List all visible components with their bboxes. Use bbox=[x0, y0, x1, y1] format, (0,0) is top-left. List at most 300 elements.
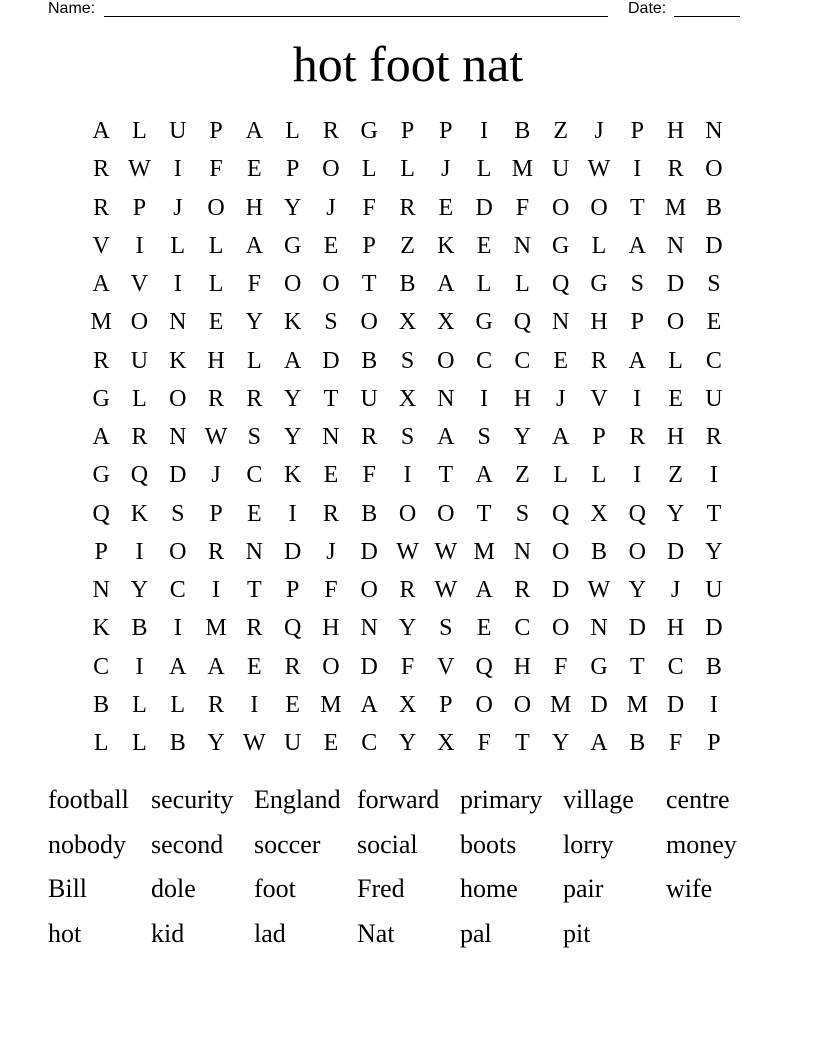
grid-cell: I bbox=[633, 156, 642, 183]
grid-cell: O bbox=[590, 194, 608, 221]
grid-cell: H bbox=[513, 385, 532, 412]
grid-cell: U bbox=[360, 385, 378, 412]
grid-cell: P bbox=[630, 118, 644, 144]
grid-cell: S bbox=[400, 347, 415, 374]
word-list-item: Bill bbox=[48, 874, 88, 903]
grid-cell: H bbox=[513, 653, 532, 680]
grid-cell: C bbox=[667, 653, 684, 680]
word-list-item: Nat bbox=[357, 918, 395, 948]
grid-cell: O bbox=[169, 538, 187, 565]
grid-cell: M bbox=[626, 691, 648, 718]
grid-cell: S bbox=[247, 424, 262, 450]
grid-cell: P bbox=[439, 118, 453, 144]
grid-cell: A bbox=[475, 577, 493, 603]
grid-cell: P bbox=[439, 691, 453, 718]
grid-cell: I bbox=[173, 156, 182, 183]
grid-cell: N bbox=[705, 118, 723, 144]
grid-cell: O bbox=[322, 653, 340, 680]
grid-cell: E bbox=[438, 194, 454, 221]
word-list-item: forward bbox=[357, 785, 440, 814]
grid-cell: D bbox=[360, 538, 378, 565]
grid-cell: O bbox=[552, 615, 570, 642]
grid-cell: Y bbox=[705, 538, 723, 565]
word-list-item: pair bbox=[563, 874, 604, 903]
grid-cell: R bbox=[629, 424, 646, 450]
grid-cell: A bbox=[92, 118, 110, 144]
grid-cell: G bbox=[475, 309, 493, 336]
grid-cell: Y bbox=[398, 615, 417, 642]
grid-cell: E bbox=[247, 156, 262, 183]
grid-cell: U bbox=[283, 730, 302, 756]
grid-cell: T bbox=[706, 500, 722, 527]
grid-cell: J bbox=[326, 538, 336, 565]
grid-cell: G bbox=[92, 462, 110, 489]
word-list-item: Fred bbox=[357, 874, 405, 903]
grid-cell: O bbox=[513, 691, 532, 718]
grid-cell: Q bbox=[513, 309, 532, 336]
grid-cell: E bbox=[247, 500, 262, 527]
grid-cell: O bbox=[322, 156, 340, 183]
grid-cell: N bbox=[552, 309, 570, 336]
grid-cell: S bbox=[515, 500, 530, 527]
grid-cell: I bbox=[480, 385, 489, 412]
grid-cell: G bbox=[590, 271, 608, 297]
grid-cell: P bbox=[707, 730, 721, 756]
word-list-item: money bbox=[666, 829, 737, 859]
grid-cell: V bbox=[130, 271, 149, 297]
grid-cell: O bbox=[552, 194, 570, 221]
grid-cell: K bbox=[437, 232, 455, 259]
grid-cell: E bbox=[706, 309, 722, 336]
grid-cell: N bbox=[513, 232, 532, 259]
grid-cell: L bbox=[515, 271, 530, 297]
grid-cell: D bbox=[475, 194, 493, 221]
grid-cell: X bbox=[398, 691, 417, 718]
grid-cell: F bbox=[362, 462, 376, 489]
grid-cell: F bbox=[362, 194, 376, 221]
grid-cell: A bbox=[552, 424, 570, 450]
word-list-item: foot bbox=[254, 874, 296, 903]
grid-cell: D bbox=[169, 462, 187, 489]
grid-cell: P bbox=[94, 538, 108, 565]
grid-cell: R bbox=[208, 691, 225, 718]
grid-cell: V bbox=[437, 653, 455, 680]
grid-cell: H bbox=[207, 347, 225, 374]
grid-cell: P bbox=[630, 309, 644, 336]
grid-cell: R bbox=[399, 194, 416, 221]
grid-cell: E bbox=[247, 653, 262, 680]
grid-cell: R bbox=[399, 577, 416, 603]
word-list-item: wife bbox=[666, 874, 713, 903]
grid-cell: S bbox=[707, 271, 721, 297]
grid-cell: A bbox=[92, 424, 110, 450]
grid-cell: N bbox=[360, 615, 378, 642]
grid-cell: I bbox=[250, 691, 259, 718]
grid-cell: B bbox=[705, 194, 722, 221]
grid-cell: L bbox=[476, 271, 492, 297]
grid-cell: I bbox=[135, 538, 144, 565]
grid-cell: V bbox=[92, 232, 110, 259]
grid-cell: L bbox=[93, 730, 109, 756]
grid-cell: L bbox=[476, 156, 492, 183]
grid-cell: K bbox=[283, 462, 302, 489]
grid-cell: O bbox=[130, 309, 149, 336]
grid-cell: R bbox=[93, 194, 110, 221]
grid-cell: F bbox=[247, 271, 262, 297]
grid-cell: J bbox=[556, 385, 566, 412]
grid-cell: N bbox=[322, 424, 340, 450]
grid-cell: C bbox=[514, 347, 531, 374]
grid-cell: G bbox=[590, 653, 608, 680]
grid-cell: O bbox=[705, 156, 723, 183]
grid-cell: G bbox=[360, 118, 378, 144]
grid-cell: T bbox=[438, 462, 454, 489]
grid-cell: F bbox=[668, 730, 683, 756]
grid-cell: F bbox=[554, 653, 568, 680]
grid-cell: Z bbox=[400, 232, 415, 259]
grid-cell: D bbox=[666, 538, 685, 565]
grid-cell: E bbox=[285, 691, 300, 718]
grid-cell: O bbox=[628, 538, 646, 565]
grid-cell: M bbox=[90, 309, 112, 336]
grid-cell: B bbox=[514, 118, 531, 144]
grid-cell: Q bbox=[130, 462, 149, 489]
word-list bbox=[48, 778, 768, 956]
grid-cell: N bbox=[92, 577, 110, 603]
word-list-item: primary bbox=[460, 785, 543, 814]
grid-cell: P bbox=[400, 118, 415, 144]
grid-cell: T bbox=[629, 194, 645, 221]
grid-cell: E bbox=[668, 385, 683, 412]
grid-cell: U bbox=[130, 347, 149, 374]
grid-cell: Y bbox=[666, 500, 685, 527]
grid-cell: C bbox=[705, 347, 722, 374]
grid-cell: E bbox=[476, 615, 492, 642]
grid-cell: A bbox=[590, 730, 608, 756]
grid-cell: B bbox=[361, 500, 378, 527]
grid-cell: W bbox=[396, 538, 419, 565]
grid-cell: S bbox=[439, 615, 453, 642]
grid-cell: R bbox=[284, 653, 301, 680]
grid-cell: I bbox=[173, 615, 182, 642]
grid-cell: B bbox=[169, 730, 186, 756]
grid-cell: W bbox=[434, 538, 458, 565]
grid-cell: D bbox=[360, 653, 378, 680]
grid-cell: L bbox=[400, 156, 415, 183]
grid-cell: R bbox=[246, 615, 263, 642]
grid-cell: B bbox=[705, 653, 722, 680]
grid-cell: Q bbox=[92, 500, 110, 527]
grid-cell: Q bbox=[552, 500, 570, 527]
grid-cell: M bbox=[205, 615, 227, 642]
grid-cell: I bbox=[709, 691, 718, 718]
grid-cell: H bbox=[245, 194, 263, 221]
grid-cell: N bbox=[437, 385, 455, 412]
grid-cell: O bbox=[475, 691, 493, 718]
grid-cell: A bbox=[628, 347, 646, 374]
word-list-item: football bbox=[48, 785, 129, 814]
grid-cell: E bbox=[323, 232, 339, 259]
grid-cell: F bbox=[324, 577, 338, 603]
grid-cell: B bbox=[361, 347, 378, 374]
grid-cell: U bbox=[705, 577, 723, 603]
word-list-item: hot bbox=[48, 918, 82, 948]
name-label: Name: bbox=[48, 0, 96, 17]
grid-cell: E bbox=[323, 730, 339, 756]
grid-cell: I bbox=[288, 500, 297, 527]
grid-cell: D bbox=[666, 691, 685, 718]
grid-cell: S bbox=[477, 424, 491, 450]
grid-cell: G bbox=[552, 232, 570, 259]
grid-cell: P bbox=[209, 500, 223, 527]
grid-cell: M bbox=[550, 691, 572, 718]
grid-cell: K bbox=[130, 500, 149, 527]
letter-grid bbox=[82, 112, 734, 762]
grid-cell: E bbox=[208, 309, 224, 336]
grid-cell: E bbox=[553, 347, 569, 374]
grid-cell: C bbox=[93, 653, 110, 680]
grid-cell: V bbox=[590, 385, 608, 412]
page-title: hot foot nat bbox=[292, 36, 524, 92]
word-list-item: security bbox=[151, 785, 234, 814]
grid-cell: O bbox=[207, 194, 225, 221]
grid-cell: O bbox=[169, 385, 187, 412]
grid-cell: U bbox=[705, 385, 723, 412]
name-blank-line[interactable] bbox=[104, 0, 608, 17]
grid-cell: J bbox=[173, 194, 183, 221]
grid-cell: E bbox=[323, 462, 339, 489]
grid-cell: B bbox=[93, 691, 110, 718]
grid-cell: R bbox=[322, 118, 339, 144]
grid-cell: C bbox=[169, 577, 186, 603]
grid-cell: W bbox=[587, 577, 611, 603]
grid-cell: G bbox=[92, 385, 110, 412]
grid-cell: J bbox=[594, 118, 604, 144]
grid-cell: D bbox=[590, 691, 608, 718]
grid-cell: P bbox=[132, 194, 147, 221]
word-list-item: England bbox=[254, 785, 341, 814]
grid-cell: K bbox=[169, 347, 187, 374]
grid-cell: F bbox=[400, 653, 415, 680]
grid-cell: M bbox=[320, 691, 342, 718]
grid-cell: L bbox=[285, 118, 300, 144]
grid-cell: L bbox=[170, 232, 186, 259]
word-list-item: dole bbox=[151, 874, 196, 903]
grid-cell: P bbox=[592, 424, 606, 450]
grid-cell: L bbox=[361, 156, 377, 183]
grid-cell: O bbox=[437, 500, 455, 527]
grid-cell: H bbox=[666, 424, 685, 450]
grid-cell: K bbox=[92, 615, 110, 642]
date-label: Date: bbox=[628, 0, 667, 17]
grid-cell: W bbox=[204, 424, 228, 450]
grid-cell: I bbox=[135, 232, 144, 259]
grid-cell: W bbox=[128, 156, 151, 183]
grid-cell: X bbox=[590, 500, 608, 527]
grid-cell: W bbox=[434, 577, 458, 603]
grid-cell: W bbox=[587, 156, 611, 183]
word-list-item: home bbox=[460, 874, 518, 903]
grid-cell: A bbox=[169, 653, 187, 680]
grid-cell: K bbox=[283, 309, 302, 336]
word-list-item: pit bbox=[563, 918, 591, 948]
word-list-item: lorry bbox=[563, 829, 614, 859]
grid-cell: Q bbox=[552, 271, 570, 297]
grid-cell: Y bbox=[207, 730, 225, 756]
grid-cell: T bbox=[361, 271, 377, 297]
grid-cell: M bbox=[473, 538, 495, 565]
grid-cell: E bbox=[476, 232, 492, 259]
grid-cell: R bbox=[208, 385, 225, 412]
grid-cell: L bbox=[132, 730, 147, 756]
grid-cell: C bbox=[361, 730, 378, 756]
grid-cell: A bbox=[437, 424, 455, 450]
grid-cell: X bbox=[398, 309, 417, 336]
grid-cell: O bbox=[283, 271, 302, 297]
grid-cell: O bbox=[322, 271, 340, 297]
grid-cell: O bbox=[552, 538, 570, 565]
grid-cell: X bbox=[437, 730, 455, 756]
grid-cell: Q bbox=[628, 500, 646, 527]
word-list-item: lad bbox=[254, 918, 286, 948]
grid-cell: T bbox=[515, 730, 530, 756]
grid-cell: I bbox=[633, 462, 642, 489]
word-list-item: boots bbox=[460, 829, 517, 859]
grid-cell: H bbox=[590, 309, 608, 336]
grid-cell: R bbox=[93, 156, 110, 183]
grid-cell: X bbox=[398, 385, 417, 412]
grid-cell: J bbox=[326, 194, 336, 221]
grid-cell: O bbox=[398, 500, 417, 527]
grid-cell: R bbox=[246, 385, 263, 412]
word-list-item: pal bbox=[460, 918, 492, 948]
grid-cell: R bbox=[322, 500, 339, 527]
grid-cell: Y bbox=[130, 577, 149, 603]
grid-cell: A bbox=[475, 462, 493, 489]
grid-cell: D bbox=[705, 615, 723, 642]
grid-cell: L bbox=[170, 691, 186, 718]
grid-cell: F bbox=[477, 730, 491, 756]
grid-cell: D bbox=[705, 232, 723, 259]
word-list-item: village bbox=[563, 785, 634, 814]
grid-cell: P bbox=[285, 156, 300, 183]
grid-cell: C bbox=[246, 462, 263, 489]
grid-cell: P bbox=[285, 577, 300, 603]
grid-cell: T bbox=[247, 577, 262, 603]
grid-cell: C bbox=[476, 347, 493, 374]
header bbox=[48, 0, 748, 20]
grid-cell: I bbox=[480, 118, 489, 144]
grid-cell: Z bbox=[553, 118, 569, 144]
grid-cell: O bbox=[666, 309, 685, 336]
grid-cell: Y bbox=[283, 385, 302, 412]
grid-cell: I bbox=[135, 653, 144, 680]
grid-cell: S bbox=[171, 500, 185, 527]
word-list-item: soccer bbox=[254, 829, 321, 859]
grid-cell: S bbox=[324, 309, 338, 336]
grid-cell: Q bbox=[283, 615, 302, 642]
grid-cell: A bbox=[245, 118, 263, 144]
grid-cell: A bbox=[92, 271, 110, 297]
date-blank-line[interactable] bbox=[674, 0, 740, 17]
grid-cell: A bbox=[283, 347, 302, 374]
grid-cell: L bbox=[208, 232, 224, 259]
grid-cell: R bbox=[93, 347, 110, 374]
grid-cell: I bbox=[709, 462, 718, 489]
grid-cell: N bbox=[169, 309, 187, 336]
grid-cell: J bbox=[441, 156, 451, 183]
grid-cell: Y bbox=[398, 730, 417, 756]
grid-cell: R bbox=[514, 577, 531, 603]
grid-cell: L bbox=[132, 691, 147, 718]
grid-cell: S bbox=[630, 271, 644, 297]
grid-cell: C bbox=[514, 615, 531, 642]
grid-cell: D bbox=[552, 577, 570, 603]
grid-cell: Y bbox=[283, 194, 302, 221]
grid-cell: L bbox=[553, 462, 569, 489]
grid-cell: L bbox=[247, 347, 262, 374]
grid-cell: Q bbox=[475, 653, 493, 680]
grid-cell: I bbox=[633, 385, 642, 412]
word-list-item: second bbox=[151, 829, 224, 859]
grid-cell: L bbox=[668, 347, 683, 374]
grid-cell: L bbox=[208, 271, 224, 297]
grid-cell: M bbox=[664, 194, 687, 221]
grid-cell: L bbox=[132, 385, 147, 412]
grid-cell: I bbox=[173, 271, 182, 297]
word-list-item: kid bbox=[151, 918, 185, 948]
grid-cell: N bbox=[245, 538, 263, 565]
grid-cell: B bbox=[399, 271, 416, 297]
grid-cell: B bbox=[629, 730, 646, 756]
grid-cell: X bbox=[437, 309, 455, 336]
grid-cell: O bbox=[437, 347, 455, 374]
grid-cell: T bbox=[476, 500, 492, 527]
grid-cell: M bbox=[511, 156, 534, 183]
grid-cell: R bbox=[667, 156, 684, 183]
grid-cell: W bbox=[243, 730, 266, 756]
grid-cell: U bbox=[552, 156, 570, 183]
grid-cell: Y bbox=[283, 424, 302, 450]
grid-cell: R bbox=[131, 424, 148, 450]
grid-cell: N bbox=[590, 615, 608, 642]
grid-cell: T bbox=[323, 385, 339, 412]
grid-cell: Y bbox=[245, 309, 263, 336]
word-list-item: centre bbox=[666, 785, 730, 814]
grid-cell: H bbox=[666, 615, 685, 642]
grid-cell: L bbox=[132, 118, 147, 144]
grid-cell: R bbox=[591, 347, 608, 374]
grid-cell: P bbox=[209, 118, 223, 144]
grid-cell: D bbox=[628, 615, 646, 642]
grid-cell: O bbox=[360, 577, 378, 603]
grid-cell: N bbox=[513, 538, 532, 565]
grid-cell: D bbox=[322, 347, 340, 374]
grid-cell: T bbox=[629, 653, 645, 680]
grid-cell: R bbox=[705, 424, 722, 450]
grid-cell: B bbox=[131, 615, 148, 642]
grid-cell: Y bbox=[513, 424, 532, 450]
grid-cell: D bbox=[666, 271, 685, 297]
grid-cell: H bbox=[666, 118, 685, 144]
grid-cell: G bbox=[283, 232, 302, 259]
grid-cell: F bbox=[515, 194, 530, 221]
grid-cell: F bbox=[209, 156, 223, 183]
grid-cell: P bbox=[362, 232, 376, 259]
word-list-item: nobody bbox=[48, 829, 126, 859]
grid-cell: R bbox=[208, 538, 225, 565]
grid-cell: O bbox=[360, 309, 378, 336]
